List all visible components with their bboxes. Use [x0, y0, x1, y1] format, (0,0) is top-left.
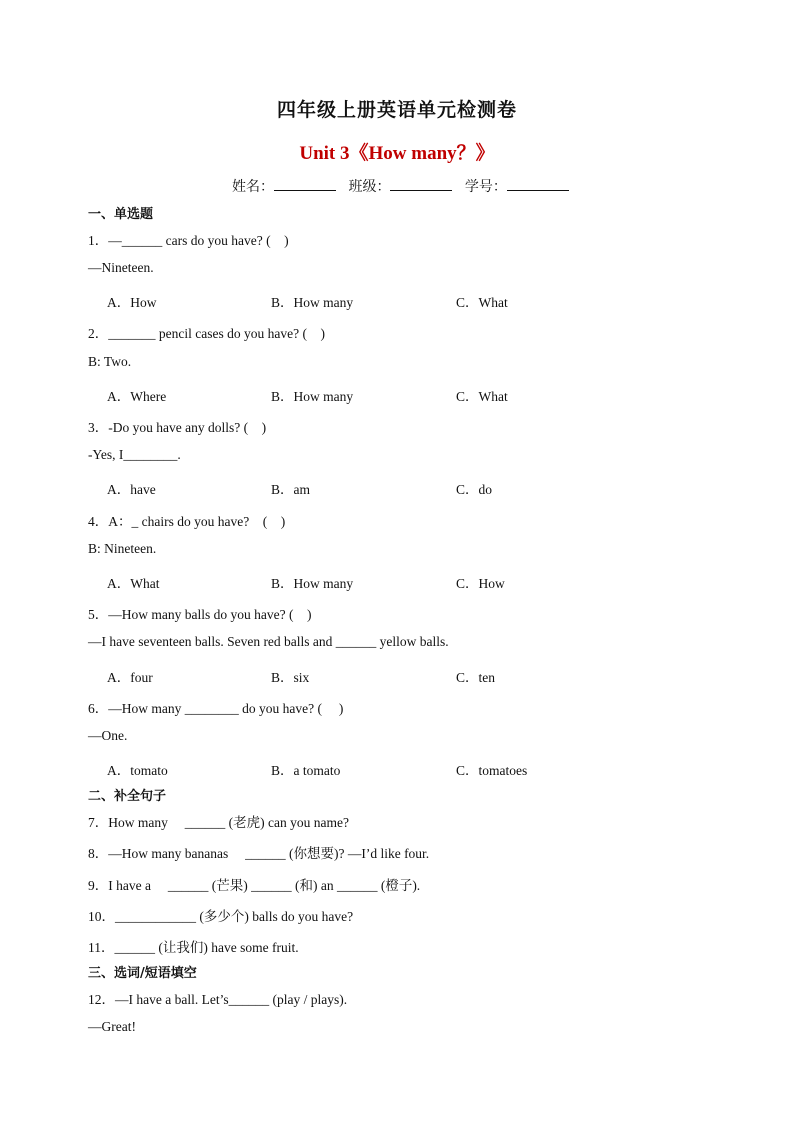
option-a[interactable]: A．What — [107, 576, 160, 591]
class-blank[interactable] — [390, 177, 452, 191]
option-c[interactable]: C．How — [456, 576, 505, 591]
question-reply: B: Two. — [88, 354, 132, 369]
option-b[interactable]: B．six — [271, 670, 310, 685]
option-a[interactable]: A．tomato — [107, 763, 168, 778]
option-c[interactable]: C．ten — [456, 670, 495, 685]
id-blank[interactable] — [507, 177, 569, 191]
question-stem: 1．—______ cars do you have? ( ) — [88, 233, 289, 248]
section-heading: 三、选词/短语填空 — [88, 966, 197, 981]
option-c[interactable]: C．What — [456, 389, 508, 404]
page-title: 四年级上册英语单元检测卷 — [276, 99, 517, 121]
section-heading: 一、单选题 — [88, 207, 154, 222]
question-stem: 4．A：_ chairs do you have? ( ) — [88, 514, 286, 529]
fill-in-question: 8．—How many bananas ______ (你想要)? —I’d like four. — [88, 846, 430, 861]
student-info — [232, 176, 577, 196]
option-b[interactable]: B．How many — [271, 295, 354, 310]
question-reply: —I have seventeen balls. Seven red balls and ______ yellow balls. — [88, 634, 449, 649]
option-b[interactable]: B．How many — [271, 389, 354, 404]
fill-in-question: 9．I have a ______ (芒果) ______ (和) an ______ (橙子). — [88, 878, 421, 893]
question-stem: 3．-Do you have any dolls? ( ) — [88, 420, 267, 435]
name-label: 姓名： — [232, 179, 274, 195]
option-b[interactable]: B．How many — [271, 576, 354, 591]
question-reply: —Great! — [88, 1019, 136, 1034]
fill-in-question: 7．How many ______ (老虎) can you name? — [88, 815, 349, 830]
name-blank[interactable] — [274, 177, 336, 191]
fill-in-question: 11．______ (让我们) have some fruit. — [88, 940, 299, 955]
id-label: 学号： — [464, 179, 507, 195]
question-stem: 2．_______ pencil cases do you have? ( ) — [88, 326, 325, 341]
class-label: 班级： — [348, 179, 391, 195]
fill-in-question: 10．____________ (多少个) balls do you have? — [88, 909, 354, 924]
question-stem: 5．—How many balls do you have? ( ) — [88, 607, 312, 622]
unit-subtitle: Unit 3《How many？》 — [299, 143, 495, 164]
question-reply: —One. — [88, 728, 128, 743]
question-stem: 6．—How many ________ do you have? ( ) — [88, 701, 344, 716]
option-a[interactable]: A．How — [107, 295, 157, 310]
option-b[interactable]: B．a tomato — [271, 763, 341, 778]
option-a[interactable]: A．Where — [107, 389, 167, 404]
option-c[interactable]: C．tomatoes — [456, 763, 528, 778]
option-c[interactable]: C．What — [456, 295, 508, 310]
question-reply: -Yes, I________. — [88, 447, 181, 462]
question-reply: —Nineteen. — [88, 260, 154, 275]
question-stem: 12．—I have a ball. Let’s______ (play / plays). — [88, 992, 348, 1007]
option-a[interactable]: A．four — [107, 670, 153, 685]
option-c[interactable]: C．do — [456, 482, 493, 497]
question-reply: B: Nineteen. — [88, 541, 157, 556]
section-heading: 二、补全句子 — [88, 789, 167, 804]
option-a[interactable]: A．have — [107, 482, 156, 497]
option-b[interactable]: B．am — [271, 482, 310, 497]
